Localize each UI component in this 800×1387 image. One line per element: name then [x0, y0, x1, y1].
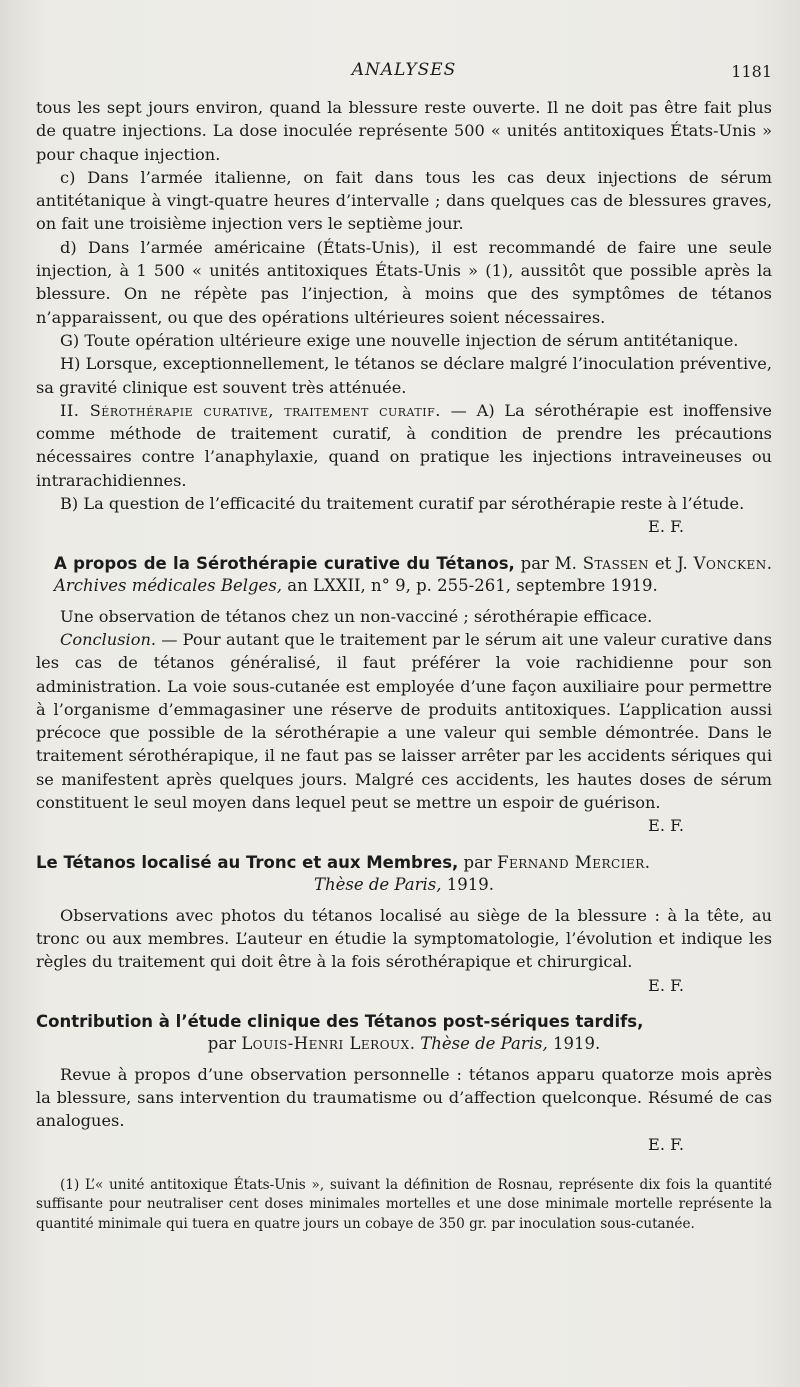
section-II-label: II. Sérothérapie curative, traitement curatif.	[60, 400, 441, 420]
article-thesis: Thèse de Paris,	[313, 874, 442, 894]
paragraph-B: B) La question de l’efficacité du traitement curatif par sérothérapie reste à l’étude.	[60, 494, 745, 514]
conclusion-text: — Pour autant que le traitement par le sérum ait une valeur curative dans les cas de tétanos généralisé, il faut préférer la voie rachidienne pour son administration. La voie sous-cutanée est employée d’une façon auxiliaire pour permettre à l’organisme d’emmagasiner une réserve de produits antitoxiques. L’application aussi précoce que possible de la sérothérapie a une valeur qui semble démontrée. Dans le traitement sérothérapique, il ne faut pas se laisser arrêter par les accidents sériques qui se manifestent après quelques jours. Malgré ces accidents, les hautes doses de sérum constituent le seul moyen dans lequel peut se mettre un espoir de guérison.	[36, 629, 772, 813]
signature: E. F.	[648, 517, 684, 537]
article-conclusion	[36, 628, 772, 814]
paragraph-c: c) Dans l’armée italienne, on fait dans tous les cas deux injections de sérum antitétanique à vingt-quatre heures d’intervalle ; dans quelques cas de blessures graves, on fait une troisième injection vers le septième jour.	[36, 167, 772, 234]
page-header	[36, 60, 772, 84]
footnote: (1) L’« unité antitoxique États-Unis », suivant la définition de Rosnau, représente dix fois la quantité suffisante pour neutraliser cent doses minimales mortelles et une dose minimale mortelle représente la quantité minimale qui tuera en quatre jours un cobaye de 350 gr. par inoculation sous-cutanée.	[36, 1176, 772, 1232]
article-year: 1919.	[547, 1033, 601, 1053]
article-author: Fernand Mercier.	[497, 852, 651, 872]
article-author: Stassen	[582, 553, 650, 573]
page-number: 1181	[731, 62, 772, 81]
article-source	[36, 1033, 772, 1055]
article-heading	[36, 852, 772, 896]
article-by: par	[458, 852, 498, 872]
article-by: par M.	[514, 553, 583, 573]
paragraph-H: H) Lorsque, exceptionnellement, le tétanos se déclare malgré l’inoculation préventive, sa gravité clinique est souvent très atténuée.	[36, 354, 772, 397]
article-summary: Observations avec photos du tétanos localisé au siège de la blessure : à la tête, au tronc ou aux membres. L’auteur en étudie la symptomatologie, l’évolution et indique les règles du traitement qui doit être à la fois sérothérapique et chirurgical.	[36, 905, 772, 972]
paragraph-intro: tous les sept jours environ, quand la blessure reste ouverte. Il ne doit pas être fait plus de quatre injections. La dose inoculée représente 500 « unités antitoxiques États-Unis » pour chaque injection.	[36, 98, 772, 164]
article-journal: Archives médicales Belges,	[54, 575, 283, 595]
article-author: Voncken	[693, 553, 767, 573]
article-separator: .	[766, 553, 772, 573]
signature: E. F.	[648, 816, 684, 836]
article-source	[36, 874, 772, 896]
article-title: Contribution à l’étude clinique des Tétanos post-sériques tardifs,	[36, 1011, 644, 1031]
article-summary: Une observation de tétanos chez un non-vacciné ; sérothérapie efficace.	[60, 606, 653, 626]
article-title: A propos de la Sérothérapie curative du Tétanos,	[54, 553, 515, 573]
paragraph-d: d) Dans l’armée américaine (États-Unis), il est recommandé de faire une seule injection, à 1 500 « unités antitoxiques États-Unis » (1), aussitôt que possible après la blessure. On ne répète pas l’injection, à moins que des symptômes de tétanos n’apparaissent, ou que des opérations ultérieures soient nécessaires.	[36, 237, 772, 327]
article-heading	[36, 553, 772, 597]
article-separator: .	[409, 1033, 421, 1053]
page-body	[36, 96, 772, 1234]
running-title: ANALYSES	[351, 60, 457, 80]
article-thesis: Thèse de Paris,	[420, 1033, 548, 1053]
signature: E. F.	[648, 975, 684, 995]
conclusion-label: Conclusion.	[60, 629, 157, 649]
signature: E. F.	[648, 1134, 684, 1154]
paragraph-II	[36, 399, 772, 492]
article-by: par	[207, 1033, 242, 1053]
article-title: Le Tétanos localisé au Tronc et aux Membres,	[36, 852, 459, 872]
article-and: et J.	[649, 553, 694, 573]
paragraph-G: G) Toute opération ultérieure exige une nouvelle injection de sérum antitétanique.	[60, 330, 739, 350]
article-summary: Revue à propos d’une observation personnelle : tétanos apparu quatorze mois après la blessure, sans intervention du traumatisme ou d’affection quelconque. Résumé de cas analogues.	[36, 1064, 772, 1131]
section-II-text: — A) La sérothérapie est inoffensive comme méthode de traitement curatif, à condition de prendre les précautions nécessaires contre l’anaphylaxie, quand on pratique les injections intraveineuses ou intrarachidiennes.	[36, 400, 773, 490]
article-heading	[36, 1011, 772, 1055]
article-author: Louis-Henri Leroux	[241, 1033, 410, 1053]
article-year: 1919.	[441, 874, 494, 894]
article-reference: an LXXII, n° 9, p. 255-261, septembre 1919.	[282, 575, 658, 595]
